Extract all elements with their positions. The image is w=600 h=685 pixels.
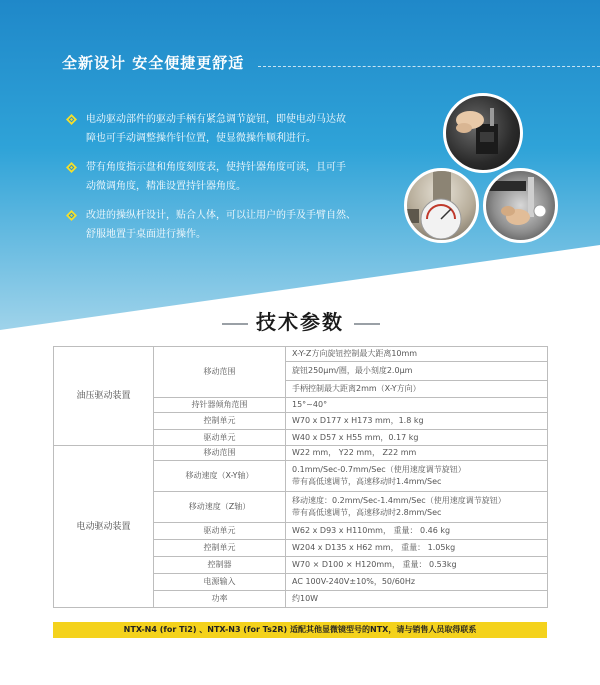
value-line: 带有高低速调节，高速移动时1.4mm/Sec <box>292 477 442 486</box>
item-label: 移动范围 <box>154 347 286 398</box>
table-row <box>54 347 548 362</box>
diamond-bullet-icon <box>66 114 77 125</box>
value-cell: 手柄控制最大距离2mm（X-Y方向） <box>286 381 548 398</box>
value-cell: W70 × D100 × H120mm， 重量： 0.53kg <box>286 557 548 574</box>
item-label: 移动速度（Z轴） <box>154 492 286 523</box>
value-cell: 15°~40° <box>286 398 548 413</box>
item-label: 驱动单元 <box>154 430 286 446</box>
value-cell: X-Y-Z方向旋钮控制最大距离10mm <box>286 347 548 362</box>
value-line: 带有高低速调节，高速移动时2.8mm/Sec <box>292 508 442 517</box>
feature-bullet-3 <box>66 206 366 244</box>
value-line: 移动速度：0.2mm/Sec-1.4mm/Sec（使用速度调节旋钮） <box>292 496 506 505</box>
item-label: 持针器倾角范围 <box>154 398 286 413</box>
value-cell: W62 x D93 x H110mm， 重量： 0.46 kg <box>286 523 548 540</box>
angle-dial-illustration <box>407 171 476 240</box>
table-row <box>54 446 548 461</box>
section-title: 技术参数 <box>256 310 344 334</box>
item-label: 移动速度（X-Y轴） <box>154 461 286 492</box>
value-cell: AC 100V-240V±10%，50/60Hz <box>286 574 548 591</box>
item-label: 功率 <box>154 591 286 608</box>
diamond-bullet-icon <box>66 210 77 221</box>
group-label: 油压驱动装置 <box>54 347 154 446</box>
value-cell: 旋钮250μm/圈，最小刻度2.0μm <box>286 362 548 381</box>
group-label: 电动驱动装置 <box>54 446 154 608</box>
value-cell: W70 x D177 x H173 mm，1.8 kg <box>286 413 548 430</box>
value-line: 0.1mm/Sec-0.7mm/Sec（使用速度调节旋钮） <box>292 465 466 474</box>
hero-title: 全新设计 安全便捷更舒适 <box>62 54 245 72</box>
hero-divider <box>258 66 600 67</box>
feature-bullet-1 <box>66 110 366 148</box>
value-cell: W40 x D57 x H55 mm，0.17 kg <box>286 430 548 446</box>
item-label: 控制单元 <box>154 540 286 557</box>
feature-bullet-2 <box>66 158 366 196</box>
knob-illustration <box>446 96 520 170</box>
feature-text-line: 电动驱动部件的驱动手柄有紧急调节旋钮，即使电动马达故 <box>86 114 346 125</box>
joystick-illustration <box>486 171 555 240</box>
item-label: 控制器 <box>154 557 286 574</box>
item-label: 移动范围 <box>154 446 286 461</box>
feature-text-line: 改进的操纵杆设计，贴合人体，可以让用户的手及手臂自然、 <box>86 210 356 221</box>
item-label: 驱动单元 <box>154 523 286 540</box>
value-cell <box>286 461 548 492</box>
footer-note: NTX-N4 (for Ti2) 、NTX-N3 (for Ts2R) 适配其他显微镜型号的NTX，请与销售人员取得联系 <box>123 625 477 634</box>
value-cell: W204 x D135 x H62 mm， 重量： 1.05kg <box>286 540 548 557</box>
feature-text-line: 舒服地置于桌面进行操作。 <box>86 229 206 240</box>
feature-text-line: 障也可手动调整操作针位置，使显微操作顺利进行。 <box>86 133 316 144</box>
feature-text-line: 带有角度指示盘和角度刻度表，使持针器角度可读，且可手 <box>86 162 346 173</box>
value-cell <box>286 492 548 523</box>
angle-dial-photo <box>404 168 479 243</box>
item-label: 控制单元 <box>154 413 286 430</box>
spec-table <box>53 346 548 608</box>
value-cell: W22 mm， Y22 mm， Z22 mm <box>286 446 548 461</box>
joystick-photo <box>483 168 558 243</box>
knob-photo <box>443 93 523 173</box>
diamond-bullet-icon <box>66 162 77 173</box>
feature-text-line: 动微调角度，精准设置持针器角度。 <box>86 181 246 192</box>
item-label: 电源输入 <box>154 574 286 591</box>
title-dash-right <box>354 323 380 325</box>
value-cell: 约10W <box>286 591 548 608</box>
